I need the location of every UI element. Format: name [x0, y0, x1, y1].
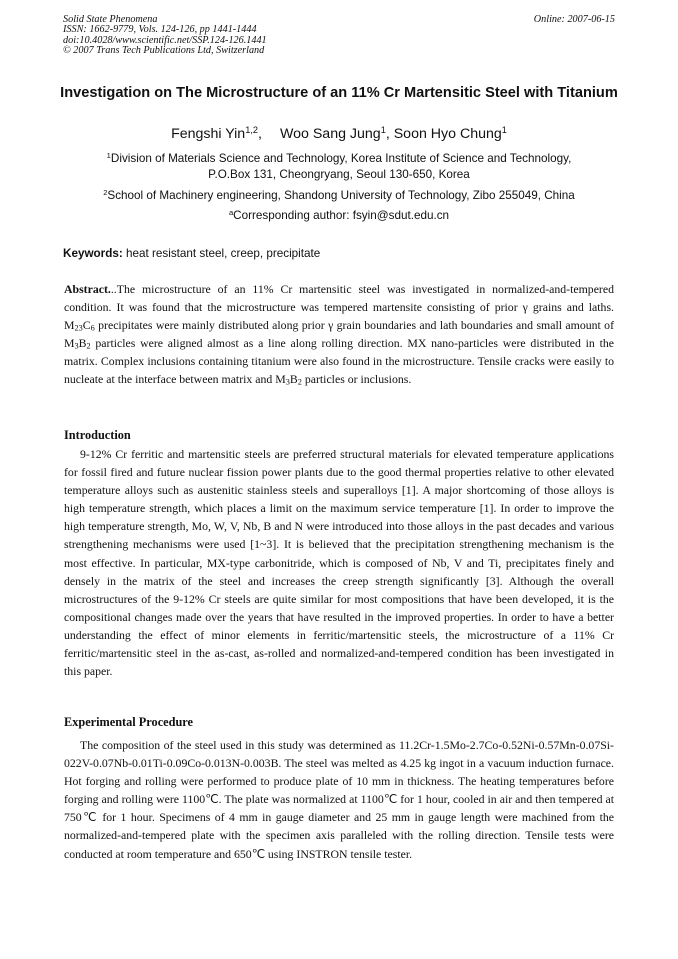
subscript: 23: [74, 323, 83, 333]
abstract: [64, 280, 614, 389]
author-affiliation-mark: 1: [501, 124, 507, 135]
keywords: [63, 246, 320, 261]
affiliation-1: [56, 151, 622, 183]
affiliation-2: [56, 188, 622, 204]
corresponding-mark: a: [228, 207, 234, 217]
subscript: 3: [74, 341, 79, 351]
author-name: Fengshi Yin: [171, 126, 246, 142]
affiliation-text: School of Machinery engineering, Shandong University of Technology, Zibo 255049, China: [107, 189, 575, 202]
author-affiliation-mark: 1: [380, 124, 386, 135]
affiliation-mark: 1: [106, 150, 111, 160]
author-affiliation-mark: 1,2: [245, 124, 259, 135]
abstract-text: B: [289, 372, 298, 387]
affiliation-text: Division of Materials Science and Technology, Korea Institute of Science and Technology,: [110, 152, 572, 165]
abstract-text: C: [82, 318, 91, 333]
abstract-text: B: [78, 336, 87, 351]
issn-line: ISSN: 1662-9779, Vols. 124-126, pp 1441-1444: [63, 24, 257, 36]
abstract-text: precipitates were mainly distributed along prior γ grain boundaries and lath boundaries and small amount of M: [64, 318, 614, 351]
keywords-label: Keywords:: [63, 247, 123, 260]
journal-header: [63, 15, 267, 57]
experimental-heading: Experimental Procedure: [64, 715, 193, 729]
corresponding-text: Corresponding author: fsyin@sdut.edu.cn: [233, 209, 450, 222]
corresponding-author: [56, 208, 622, 224]
author-separator: ,: [385, 126, 394, 142]
affiliation-mark: 2: [103, 187, 108, 197]
abstract-text: particles were aligned almost as a line along rolling direction. MX nano-particles were distributed in the matrix. Complex inclusions containing titanium were also found in the microstructure. Tensile cracks were easily to nucleate at the interface between matrix and M: [64, 336, 614, 387]
subscript: 6: [90, 323, 95, 333]
subscript: 2: [297, 378, 302, 388]
author-name: Soon Hyo Chung: [393, 126, 502, 142]
journal-name: Solid State Phenomena: [63, 14, 158, 25]
affiliation-text: P.O.Box 131, Cheongryang, Seoul 130-650, Korea: [208, 168, 470, 181]
introduction-paragraph: [64, 445, 614, 680]
author-separator: ,: [258, 126, 262, 142]
subscript: 2: [86, 341, 91, 351]
introduction-text: 9-12% Cr ferritic and martensitic steels are preferred structural materials for elevated temperature applications for fossil fired and future nuclear fission power plants due to the good thermal properties relative to other elevated temperature alloys such as austenitic stainless steels and superalloys [1]. A major shortcoming of those alloys is high temperature strength, which places a limit on the maximum service temperature [1]. In order to improve the high temperature strength, Mo, W, V, Nb, B and N were introduced into those alloys in the past decades and various strengthening mechanisms were used [1~3]. It is believed that the precipitation strengthening mechanism is the most effective. In particular, MX-type carbonitride, which is composed of Nb, V and Ti, precipitates finely and densely in the matrix of the steel and increases the creep strength significantly [3]. Although the overall microstructures of the 9-12% Cr steels are quite similar for most compositions that have been developed, it is the compositional changes made over the years that have resulted in the improved properties. In order to have a better understanding the effect of minor elements in ferritic/martensitic steels, the microstructure of a 11% Cr ferritic/martensitic steel in the as-cast, as-rolled and normalized-and-tempered condition has been investigated in this paper.: [64, 447, 614, 679]
experimental-text: The composition of the steel used in this study was determined as 11.2Cr-1.5Mo-2.7Co-0.52Ni-0.57Mn-0.07Si-022V-0.07Nb-0.01Ti-0.09Co-0.013N-0.003B. The steel was melted as 4.25 kg ingot in a vacuum induction furnace. Hot forging and rolling were performed to produce plate of 10 mm in thickness. The heating temperatures before forging and rolling were 1100℃. The plate was normalized at 1100℃ for 1 hour, cooled in air and then tempered at 750℃ for 1 hour. Specimens of 4 mm in gauge diameter and 25 mm in gauge length were machined from the normalized-and-tempered plate with the specimen axis paralleled with the rolling direction. Tensile tests were conducted at room temperature and 650℃ using INSTRON tensile tester.: [64, 738, 614, 861]
abstract-label: Abstract.: [64, 282, 111, 296]
online-date: Online: 2007-06-15: [533, 14, 615, 25]
abstract-text: particles or inclusions.: [301, 372, 412, 387]
author-list: [0, 124, 678, 144]
abstract-text: ..The microstructure of an 11% Cr martensitic steel was investigated in normalized-and-tempered condition. It was found that the microstructure was tempered martensite consisting of prior γ grains and laths. M: [64, 282, 614, 333]
keywords-text: heat resistant steel, creep, precipitate: [122, 247, 321, 260]
introduction-heading: Introduction: [64, 428, 131, 442]
experimental-paragraph: [64, 736, 614, 863]
doi-line: doi:10.4028/www.scientific.net/SSP.124-126.1441: [63, 34, 267, 46]
paper-title: Investigation on The Microstructure of an 11% Cr Martensitic Steel with Titanium: [60, 85, 618, 101]
copyright-line: © 2007 Trans Tech Publications Ltd, Switzerland: [63, 45, 265, 57]
subscript: 3: [285, 378, 290, 388]
author-name: Woo Sang Jung: [279, 126, 381, 142]
